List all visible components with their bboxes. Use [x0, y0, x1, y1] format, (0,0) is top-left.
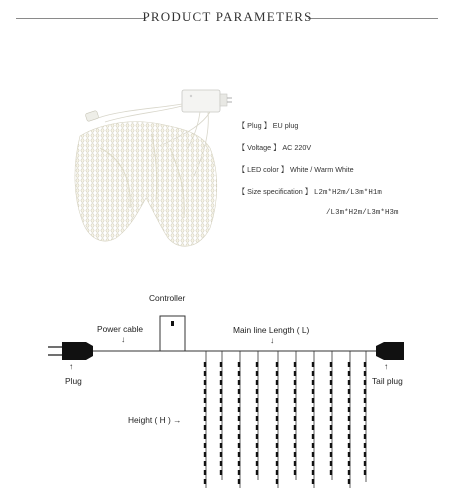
led-bulb — [294, 434, 296, 439]
led-bulb — [204, 416, 206, 421]
led-bulb — [348, 461, 350, 466]
led-bulb — [276, 389, 278, 394]
led-bulb — [364, 398, 366, 403]
led-bulb — [204, 407, 206, 412]
led-bulb — [348, 434, 350, 439]
led-bulb — [204, 470, 206, 475]
product-photo — [60, 88, 235, 258]
led-bulb — [330, 434, 332, 439]
led-bulb — [238, 425, 240, 430]
led-bulb — [256, 407, 258, 412]
led-bulb — [220, 452, 222, 457]
led-bulb — [348, 380, 350, 385]
led-bulb — [294, 398, 296, 403]
led-bulb — [204, 443, 206, 448]
led-bulb — [294, 452, 296, 457]
led-bulb — [364, 443, 366, 448]
led-bulb — [276, 380, 278, 385]
led-bulb — [348, 407, 350, 412]
led-bulb — [238, 479, 240, 484]
led-bulb — [276, 443, 278, 448]
tail-plug-label: Tail plug — [372, 376, 403, 386]
param-led-color-key: 【 LED color 】 — [238, 165, 288, 174]
led-bulb — [256, 398, 258, 403]
param-plug-key: 【 Plug 】 — [238, 121, 271, 130]
led-bulb — [312, 452, 314, 457]
led-bulb — [276, 470, 278, 475]
led-bulb — [330, 461, 332, 466]
led-strand-bundles — [75, 122, 217, 247]
param-voltage — [238, 143, 311, 153]
led-bulb — [312, 371, 314, 376]
led-bulb — [312, 380, 314, 385]
height-label: Height ( H ) → — [128, 415, 182, 425]
power-cable-label: Power cable — [97, 324, 144, 334]
led-bulb — [256, 362, 258, 367]
led-bulb — [238, 443, 240, 448]
led-bulb — [220, 362, 222, 367]
led-bulb — [330, 389, 332, 394]
param-led-color — [238, 165, 354, 175]
led-bulb — [204, 461, 206, 466]
param-size-line-2 — [326, 207, 399, 217]
led-bulb — [220, 434, 222, 439]
led-bulb — [204, 389, 206, 394]
led-bulb — [364, 389, 366, 394]
param-size-value-2: /L3m*H2m/L3m*H3m — [326, 209, 399, 217]
led-bulb — [276, 407, 278, 412]
led-bulb — [364, 407, 366, 412]
led-bulb — [312, 425, 314, 430]
led-bulb — [276, 371, 278, 376]
wiring-diagram — [0, 290, 455, 500]
led-bulb — [256, 371, 258, 376]
led-bulb — [348, 443, 350, 448]
led-bulb — [204, 425, 206, 430]
led-bulb — [276, 461, 278, 466]
led-bulb — [220, 416, 222, 421]
hanging-strands — [204, 351, 366, 488]
led-bulb — [220, 398, 222, 403]
led-bulb — [364, 362, 366, 367]
led-bulb — [256, 461, 258, 466]
led-bulb — [294, 461, 296, 466]
led-bulb — [220, 443, 222, 448]
param-plug-value: EU plug — [272, 121, 299, 130]
led-bulb — [256, 425, 258, 430]
led-bulb — [348, 389, 350, 394]
led-bulb — [364, 425, 366, 430]
led-bulb — [348, 479, 350, 484]
led-bulb — [238, 362, 240, 367]
led-bulb — [238, 371, 240, 376]
led-bulb — [276, 362, 278, 367]
led-bulb — [330, 470, 332, 475]
led-bulb — [348, 362, 350, 367]
main-line-arrow: ↓ — [270, 335, 275, 345]
led-bulb — [294, 407, 296, 412]
led-bulb — [276, 434, 278, 439]
led-bulb — [312, 362, 314, 367]
power-cable-arrow: ↓ — [121, 334, 126, 344]
led-bulb — [238, 380, 240, 385]
led-bulb — [330, 362, 332, 367]
led-bulb — [204, 362, 206, 367]
led-bulb — [294, 443, 296, 448]
led-bulb — [256, 380, 258, 385]
led-bulb — [330, 452, 332, 457]
led-bulb — [364, 461, 366, 466]
led-bulb — [276, 416, 278, 421]
led-bulb — [312, 416, 314, 421]
led-bulb — [238, 470, 240, 475]
led-bulb — [330, 380, 332, 385]
led-bulb — [238, 389, 240, 394]
param-voltage-key: 【 Voltage 】 — [238, 143, 281, 152]
led-bulb — [294, 371, 296, 376]
controller-label: Controller — [149, 293, 186, 303]
led-bulb — [348, 371, 350, 376]
led-bulb — [276, 398, 278, 403]
controller-shape — [160, 316, 185, 351]
led-bulb — [364, 380, 366, 385]
led-bulb — [364, 416, 366, 421]
led-bulb — [294, 389, 296, 394]
led-bulb — [294, 425, 296, 430]
page-title: PRODUCT PARAMETERS — [142, 9, 313, 24]
param-size-key: 【 Size specification 】 — [238, 187, 312, 196]
led-bulb — [312, 443, 314, 448]
led-bulb — [220, 371, 222, 376]
led-bulb — [220, 425, 222, 430]
led-bulb — [204, 434, 206, 439]
led-bulb — [330, 407, 332, 412]
led-bulb — [238, 407, 240, 412]
led-bulb — [256, 434, 258, 439]
led-bulb — [238, 398, 240, 403]
led-bulb — [204, 371, 206, 376]
led-bulb — [276, 425, 278, 430]
led-bulb — [348, 470, 350, 475]
main-line-label: Main line Length ( L) — [233, 325, 310, 335]
led-bulb — [330, 371, 332, 376]
eu-plug-shape — [48, 342, 93, 360]
led-bulb — [256, 389, 258, 394]
led-bulb — [220, 461, 222, 466]
led-bulb — [312, 479, 314, 484]
led-bulb — [312, 398, 314, 403]
led-bulb — [348, 416, 350, 421]
led-bulb — [348, 398, 350, 403]
led-bulb — [238, 416, 240, 421]
led-bulb — [220, 470, 222, 475]
param-size — [238, 187, 382, 197]
param-voltage-value: AC 220V — [282, 143, 312, 152]
led-bulb — [238, 434, 240, 439]
led-bulb — [204, 452, 206, 457]
controller-box-image — [182, 90, 232, 112]
param-size-value-1: L2m*H2m/L3m*H1m — [313, 189, 382, 197]
led-bulb — [312, 470, 314, 475]
led-bulb — [204, 479, 206, 484]
plug-arrow: ↑ — [69, 361, 74, 371]
led-bulb — [312, 389, 314, 394]
led-bulb — [348, 425, 350, 430]
led-bulb — [364, 470, 366, 475]
param-plug — [238, 121, 298, 131]
led-bulb — [204, 398, 206, 403]
tail-plug-arrow: ↑ — [384, 361, 389, 371]
tail-plug-shape — [376, 342, 404, 360]
led-bulb — [330, 398, 332, 403]
led-bulb — [294, 362, 296, 367]
param-led-color-value: White / Warm White — [289, 165, 354, 174]
led-bulb — [256, 470, 258, 475]
led-bulb — [220, 389, 222, 394]
led-bulb — [294, 470, 296, 475]
led-bulb — [276, 479, 278, 484]
led-bulb — [330, 416, 332, 421]
led-bulb — [256, 443, 258, 448]
led-bulb — [220, 407, 222, 412]
led-bulb — [294, 380, 296, 385]
led-bulb — [256, 452, 258, 457]
led-bulb — [256, 416, 258, 421]
led-bulb — [348, 452, 350, 457]
led-bulb — [238, 461, 240, 466]
led-bulb — [330, 425, 332, 430]
led-bulb — [294, 416, 296, 421]
led-bulb — [204, 380, 206, 385]
led-bulb — [312, 434, 314, 439]
led-bulb — [364, 452, 366, 457]
led-bulb — [364, 371, 366, 376]
led-bulb — [276, 452, 278, 457]
led-bulb — [364, 434, 366, 439]
led-bulb — [220, 380, 222, 385]
led-bulb — [312, 461, 314, 466]
led-bulb — [312, 407, 314, 412]
plug-label: Plug — [65, 376, 82, 386]
led-bulb — [330, 443, 332, 448]
led-bulb — [238, 452, 240, 457]
